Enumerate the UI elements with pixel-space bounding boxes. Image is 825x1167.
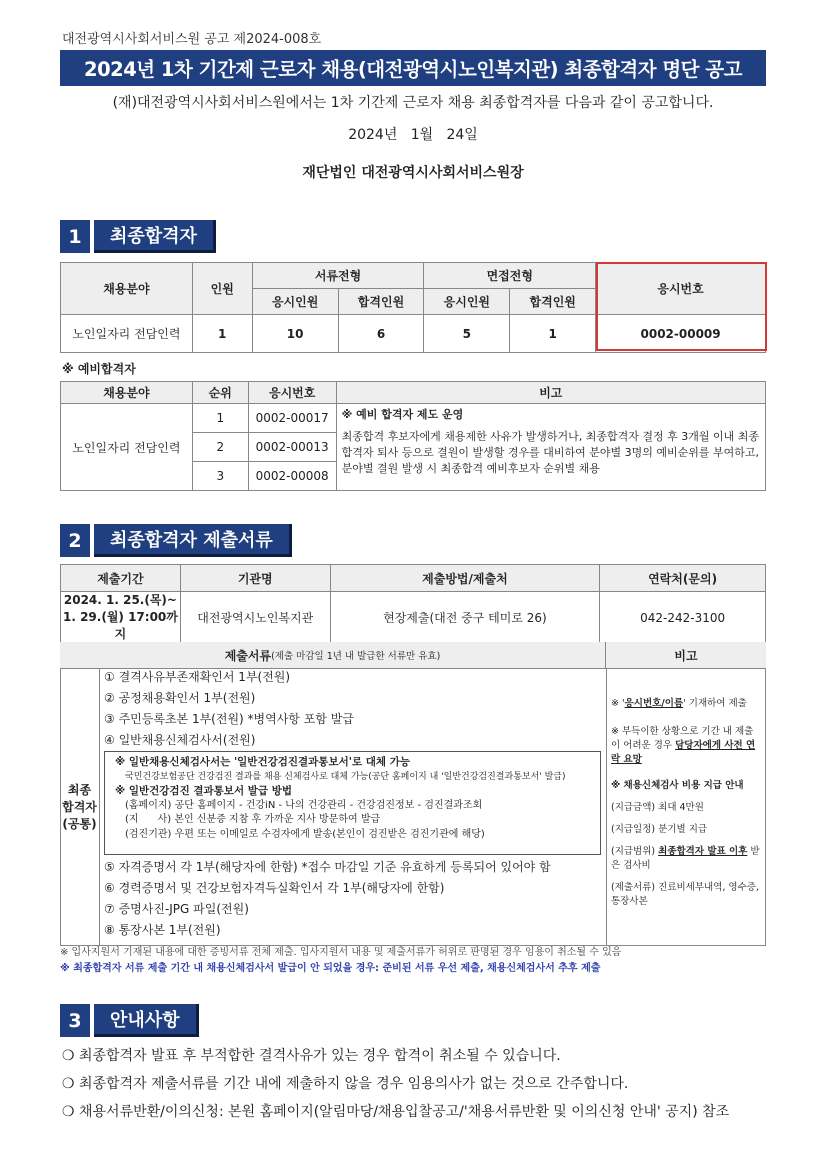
page-title: 2024년 1차 기간제 근로자 채용(대전광역시노인복지관) 최종합격자 명단 공고: [60, 50, 766, 86]
list-item: ① 결격사유부존재확인서 1부(전원): [104, 670, 291, 684]
header-field: 채용분야: [61, 263, 193, 315]
section-title: 최종합격자 제출서류: [94, 524, 292, 557]
header-note: 비고: [336, 382, 765, 404]
info-line: ※ 일반건강검진 결과통보서 발급 방법: [115, 785, 292, 797]
category-line-1: 최종: [67, 783, 92, 797]
section-3-header: [60, 1004, 199, 1037]
submission-table: [60, 564, 766, 644]
health-check-info-box: [104, 751, 601, 855]
header-method: 제출방법/제출처: [330, 565, 600, 592]
section-title: 최종합격자: [94, 220, 216, 253]
cell-rank: 3: [192, 462, 248, 491]
header-doc-applicants: 응시인원: [252, 289, 338, 315]
applicant-category: [60, 669, 100, 946]
reserve-note: [336, 404, 765, 491]
section-title: 안내사항: [94, 1004, 199, 1037]
cell-agency: 대전광역시노인복지관: [180, 592, 330, 644]
cell-exam-no: 0002-00017: [248, 404, 336, 433]
note-item: ※ 부득이한 상황으로 기간 내 제출이 어려운 경우 담당자에게 사전 연락 요망: [611, 726, 756, 765]
note-item: ※ '응시번호/이름' 기재하여 제출: [611, 698, 747, 709]
header-exam-no: 응시번호: [248, 382, 336, 404]
header-int-applicants: 응시인원: [424, 289, 510, 315]
notes-header: 비고: [606, 642, 766, 669]
header-agency: 기관명: [180, 565, 330, 592]
section-number: 1: [60, 220, 90, 253]
reserve-table: [60, 381, 766, 491]
cell-int-passed: 1: [510, 315, 596, 353]
section-2-header: [60, 524, 292, 557]
section-number: 2: [60, 524, 90, 557]
info-line: (검진기관) 우편 또는 이메일로 수검자에게 발송(본인이 검진받은 검진기관에 해당): [125, 828, 485, 840]
section-1-header: [60, 220, 216, 253]
header-doc-passed: 합격인원: [338, 289, 424, 315]
cell-doc-applicants: 10: [252, 315, 338, 353]
table-row: [61, 592, 766, 644]
info-line: (지 사) 본인 신분증 지참 후 가까운 지사 방문하여 발급: [125, 814, 381, 825]
header-exam-no: 응시번호: [596, 263, 766, 315]
period-start: 2024. 1. 25.(목)~: [63, 593, 177, 607]
note-item: ※ 채용신체검사 비용 지급 안내: [611, 780, 744, 791]
header-count: 인원: [192, 263, 252, 315]
document-list-bottom: [104, 857, 551, 941]
document-list-top: [104, 667, 354, 751]
info-line: 국민건강보험공단 건강검진 결과를 채용 신체검사로 대체 가능(공단 홈페이지 내 '일반건강검진결과통보서' 발급): [125, 771, 566, 782]
footnote-1: ※ 입사지원서 기재된 내용에 대한 증빙서류 전체 제출. 입사지원서 내용 및 제출서류가 허위로 판명된 경우 임용이 취소될 수 있음: [60, 947, 622, 958]
header-period: 제출기간: [61, 565, 181, 592]
cell-int-applicants: 5: [424, 315, 510, 353]
note-item: (지급금액) 최대 4만원: [611, 802, 704, 813]
header-rank: 순위: [192, 382, 248, 404]
documents-header: [60, 642, 606, 669]
cell-period: [61, 592, 181, 644]
section-number: 3: [60, 1004, 90, 1037]
cell-field: 노인일자리 전담인력: [61, 404, 193, 491]
table-row: [61, 404, 766, 433]
list-item: ⑤ 자격증명서 각 1부(해당자에 한함) *접수 마감일 기준 유효하게 등록되어 있어야 함: [104, 860, 551, 874]
reserve-note-body: 최종합격 후보자에게 채용제한 사유가 발생하거나, 최종합격자 결정 후 3개월 이내 최종합격자 퇴사 등으로 결원이 발생할 경우를 대비하여 분야별 3명의 예비순위를 부여하고, 분야별 결원 발생 시 최종합격 예비후보자 순위별 채용: [341, 430, 759, 475]
cell-exam-no: 0002-00008: [248, 462, 336, 491]
notice-date: 2024년 1월 24일: [348, 127, 478, 143]
header-doc-screening: 서류전형: [252, 263, 424, 289]
header-contact: 연락처(문의): [600, 565, 766, 592]
reserve-label: ※ 예비합격자: [62, 362, 136, 376]
list-item: ⑧ 통장사본 1부(전원): [104, 923, 221, 937]
note-item: (제출서류) 진료비세부내역, 영수증, 통장사본: [611, 882, 759, 907]
documents-header-label: 제출서류: [224, 648, 272, 663]
info-line: ※ 일반채용신체검사서는 '일반건강검진결과통보서'로 대체 가능: [115, 756, 410, 768]
category-line-2: 합격자: [62, 800, 97, 814]
note-item: (지급범위) 최종합격자 발표 이후 받은 검사비: [611, 846, 760, 871]
period-end: 1. 29.(월) 17:00까지: [62, 610, 178, 641]
list-item: ④ 일반채용신체검사서(전원): [104, 733, 256, 747]
info-line: (홈페이지) 공단 홈페이지 - 건강iN - 나의 건강관리 - 건강검진정보 - 검진결과조회: [125, 799, 483, 811]
cell-exam-no: 0002-00013: [248, 433, 336, 462]
notice-number: 대전광역시사회서비스원 공고 제2024-008호: [62, 32, 322, 47]
list-item: ② 공정채용확인서 1부(전원): [104, 691, 256, 705]
list-item: ③ 주민등록초본 1부(전원) *병역사항 포함 발급: [104, 712, 354, 726]
cell-exam-no: 0002-00009: [596, 315, 766, 353]
category-line-3: (공통): [62, 817, 97, 831]
header-interview: 면접전형: [424, 263, 596, 289]
documents-header-note: (제출 마감일 1년 내 발급한 서류만 유효): [271, 651, 441, 662]
cell-count: 1: [192, 315, 252, 353]
list-item: ⑥ 경력증명서 및 건강보험자격득실확인서 각 1부(해당자에 한함): [104, 881, 445, 895]
cell-contact: 042-242-3100: [600, 592, 766, 644]
footnote-2: ※ 최종합격자 서류 제출 기간 내 채용신체검사서 발급이 안 되었을 경우: 준비된 서류 우선 제출, 채용신체검사서 추후 제출: [60, 963, 601, 974]
cell-rank: 2: [192, 433, 248, 462]
header-field: 채용분야: [61, 382, 193, 404]
notes-column: [606, 669, 766, 946]
reserve-note-title: ※ 예비 합격자 제도 운영: [341, 408, 464, 421]
cell-method: 현장제출(대전 중구 테미로 26): [330, 592, 600, 644]
exam-no-highlight: [596, 262, 767, 351]
note-item: (지급일정) 분기별 지급: [611, 824, 708, 835]
cell-field: 노인일자리 전담인력: [61, 315, 193, 353]
cell-rank: 1: [192, 404, 248, 433]
intro-text: (재)대전광역시사회서비스원에서는 1차 기간제 근로자 채용 최종합격자를 다음과 같이 공고합니다.: [112, 95, 714, 111]
header-int-passed: 합격인원: [510, 289, 596, 315]
issuing-org: 재단법인 대전광역시사회서비스원장: [302, 165, 524, 181]
guide-item: ❍ 채용서류반환/이의신청: 본원 홈페이지(알림마당/채용입찰공고/'채용서류반환 및 이의신청 안내' 공지) 참조: [62, 1104, 730, 1120]
guide-item: ❍ 최종합격자 제출서류를 기간 내에 제출하지 않을 경우 임용의사가 없는 것으로 간주합니다.: [62, 1076, 629, 1092]
cell-doc-passed: 6: [338, 315, 424, 353]
list-item: ⑦ 증명사진-JPG 파일(전원): [104, 902, 249, 916]
guide-item: ❍ 최종합격자 발표 후 부적합한 결격사유가 있는 경우 합격이 취소될 수 있습니다.: [62, 1048, 561, 1064]
